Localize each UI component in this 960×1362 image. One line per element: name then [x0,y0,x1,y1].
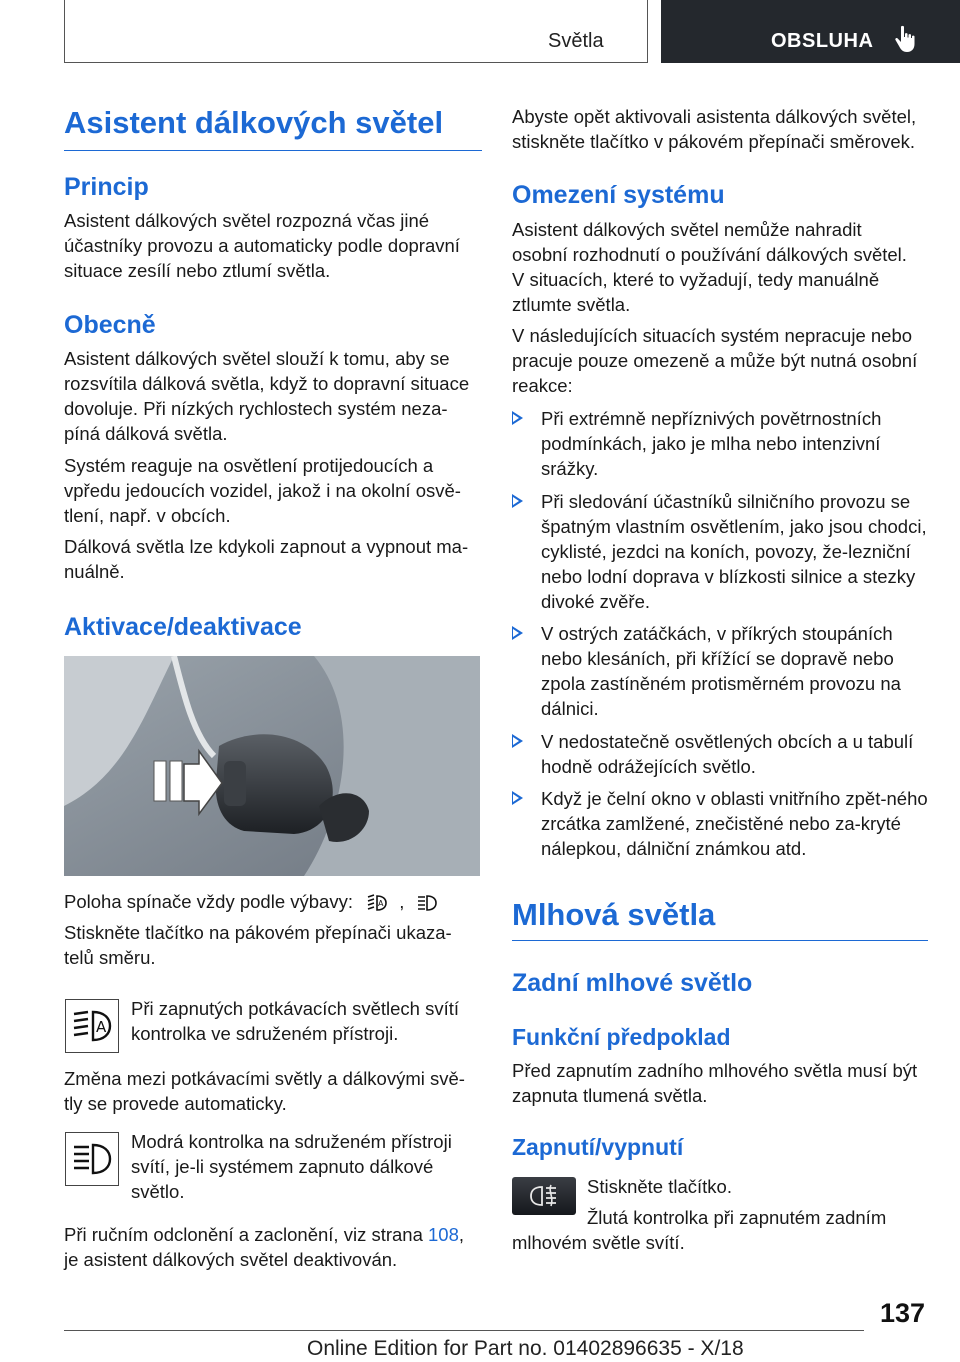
footer-divider [64,1330,864,1331]
heading-funkcni: Funkční předpoklad [512,1024,731,1050]
heading-zapnuti: Zapnutí/vypnutí [512,1134,684,1160]
header-chapter-label: OBSLUHA [771,30,874,52]
heading-aktivace: Aktivace/deaktivace [64,613,302,641]
page-link-108[interactable]: 108 [428,1224,459,1245]
para-zluta: Žlutá kontrolka při zapnutém zadním mlhovém světle svítí. [512,1207,887,1253]
para-obecne-2: Systém reaguje na osvětlení protijedoucích a vpředu jedoucích vozidel, jakož i na okolní osvě-tlení, např. v obcích. [64,455,461,526]
poloha-separator: , [399,891,405,912]
bullet-triangle-icon [512,411,523,425]
para-zmena: Změna mezi potkávacími světly a dálkovými svě-tly se provede automaticky. [64,1068,465,1114]
hand-pointer-icon [894,25,918,53]
page-number: 137 [880,1298,926,1328]
bullet-triangle-icon [512,494,523,508]
list-item-text: V nedostatečně osvětlených obcích a u tabulí hodně odrážejících světlo. [541,731,914,777]
rucni-text-a: Při ručním odclonění a zaclonění, viz strana [64,1224,423,1245]
list-item [512,489,930,614]
heading-omezeni: Omezení systému [512,181,725,209]
para-poloha: Poloha spínače vždy podle výbavy: [64,891,353,912]
para-omezeni-1: Asistent dálkových světel nemůže nahradit osobní rozhodnutí o používání dálkových světel. V situacích, které to vyžadují, tedy manuálně ztlumte světla. [512,219,907,315]
auto-high-beam-indicator-icon [65,999,119,1053]
list-item [512,406,930,481]
para-ind2: Modrá kontrolka na sdruženém přístroji svítí, je-li systémem zapnuto dálkové světlo. [131,1131,452,1202]
footer-edition: Online Edition for Part no. 01402896635 - X/18 [307,1337,744,1360]
svg-text:A: A [96,1018,107,1036]
para-obecne-1: Asistent dálkových světel slouží k tomu, aby se rozsvítila dálková světla, když to dopravní situace dovoluje. Při nízkých rychlostech systém neza-píná dálková světla. [64,348,470,444]
para-omezeni-2: V následujících situacích systém nepracuje nebo pracuje pouze omezeně a může být nutná osobní reakce: [512,325,918,396]
para-ind1: Při zapnutých potkávacích světlech svítí kontrolka ve sdruženém přístroji. [131,998,460,1044]
bullet-triangle-icon [512,734,523,748]
para-stisk-right: Stiskněte tlačítko. [587,1176,732,1197]
bullet-triangle-icon [512,626,523,640]
svg-text:A: A [378,899,384,909]
para-funkcni: Před zapnutím zadního mlhového světla musí být zapnuta tlumená světla. [512,1060,918,1106]
stalk-lever-photo [64,656,480,876]
list-item-text: V ostrých zatáčkách, v příkrých stoupáních nebo klesáních, při křížící se dopravě nebo zpola zastíněném protisměrném provozu na dálnici. [541,623,901,719]
para-princip: Asistent dálkových světel rozpozná včas jiné účastníky provozu a automaticky podle dopravní situace zesílí nebo ztlumí světla. [64,210,460,281]
left-title-block [64,104,482,151]
para-rucni [64,1222,480,1272]
high-beam-icon [416,893,438,913]
high-beam-indicator-icon [65,1132,119,1186]
page-title: Asistent dálkových světel [64,104,482,151]
list-item [512,786,930,861]
heading-zadni: Zadní mlhové světlo [512,969,753,997]
list-item [512,621,930,721]
heading-princip: Princip [64,173,149,201]
list-item [512,729,930,779]
header-chapter-box [661,0,960,63]
list-item-text: Když je čelní okno v oblasti vnitřního zpět-ného zrcátka zamlžené, znečistěné nebo za-kryté nálepkou, dálniční známkou atd. [541,788,928,859]
rucni-text-b: , je asistent dálkových světel deaktivován. [64,1224,465,1270]
para-stisk: Stiskněte tlačítko na pákovém přepínači ukaza-telů směru. [64,922,452,968]
para-abyste: Abyste opět aktivovali asistenta dálkových světel, stiskněte tlačítko v pákovém přepínači směrovek. [512,106,917,152]
mlhova-title-block [512,896,928,941]
bullet-triangle-icon [512,791,523,805]
para-obecne-3: Dálková světla lze kdykoli zapnout a vypnout ma-nuálně. [64,536,469,582]
list-item-text: Při sledování účastníků silničního provozu se špatným vlastním osvětlením, jako jsou chodci, cyklisté, jezdci na koních, povozy, že-lezniční nebo lodní doprava v blízkosti silnice a stezky divoké zvěře. [541,491,927,612]
poloha-line [64,889,480,914]
list-item-text: Při extrémně nepříznivých povětrnostních podmínkách, jako je mlha nebo intenzivní srážky. [541,408,882,479]
header-section-title: Světla [548,30,604,52]
auto-high-beam-icon [366,893,388,913]
heading-mlhova: Mlhová světla [512,896,928,941]
heading-obecne: Obecně [64,311,156,339]
